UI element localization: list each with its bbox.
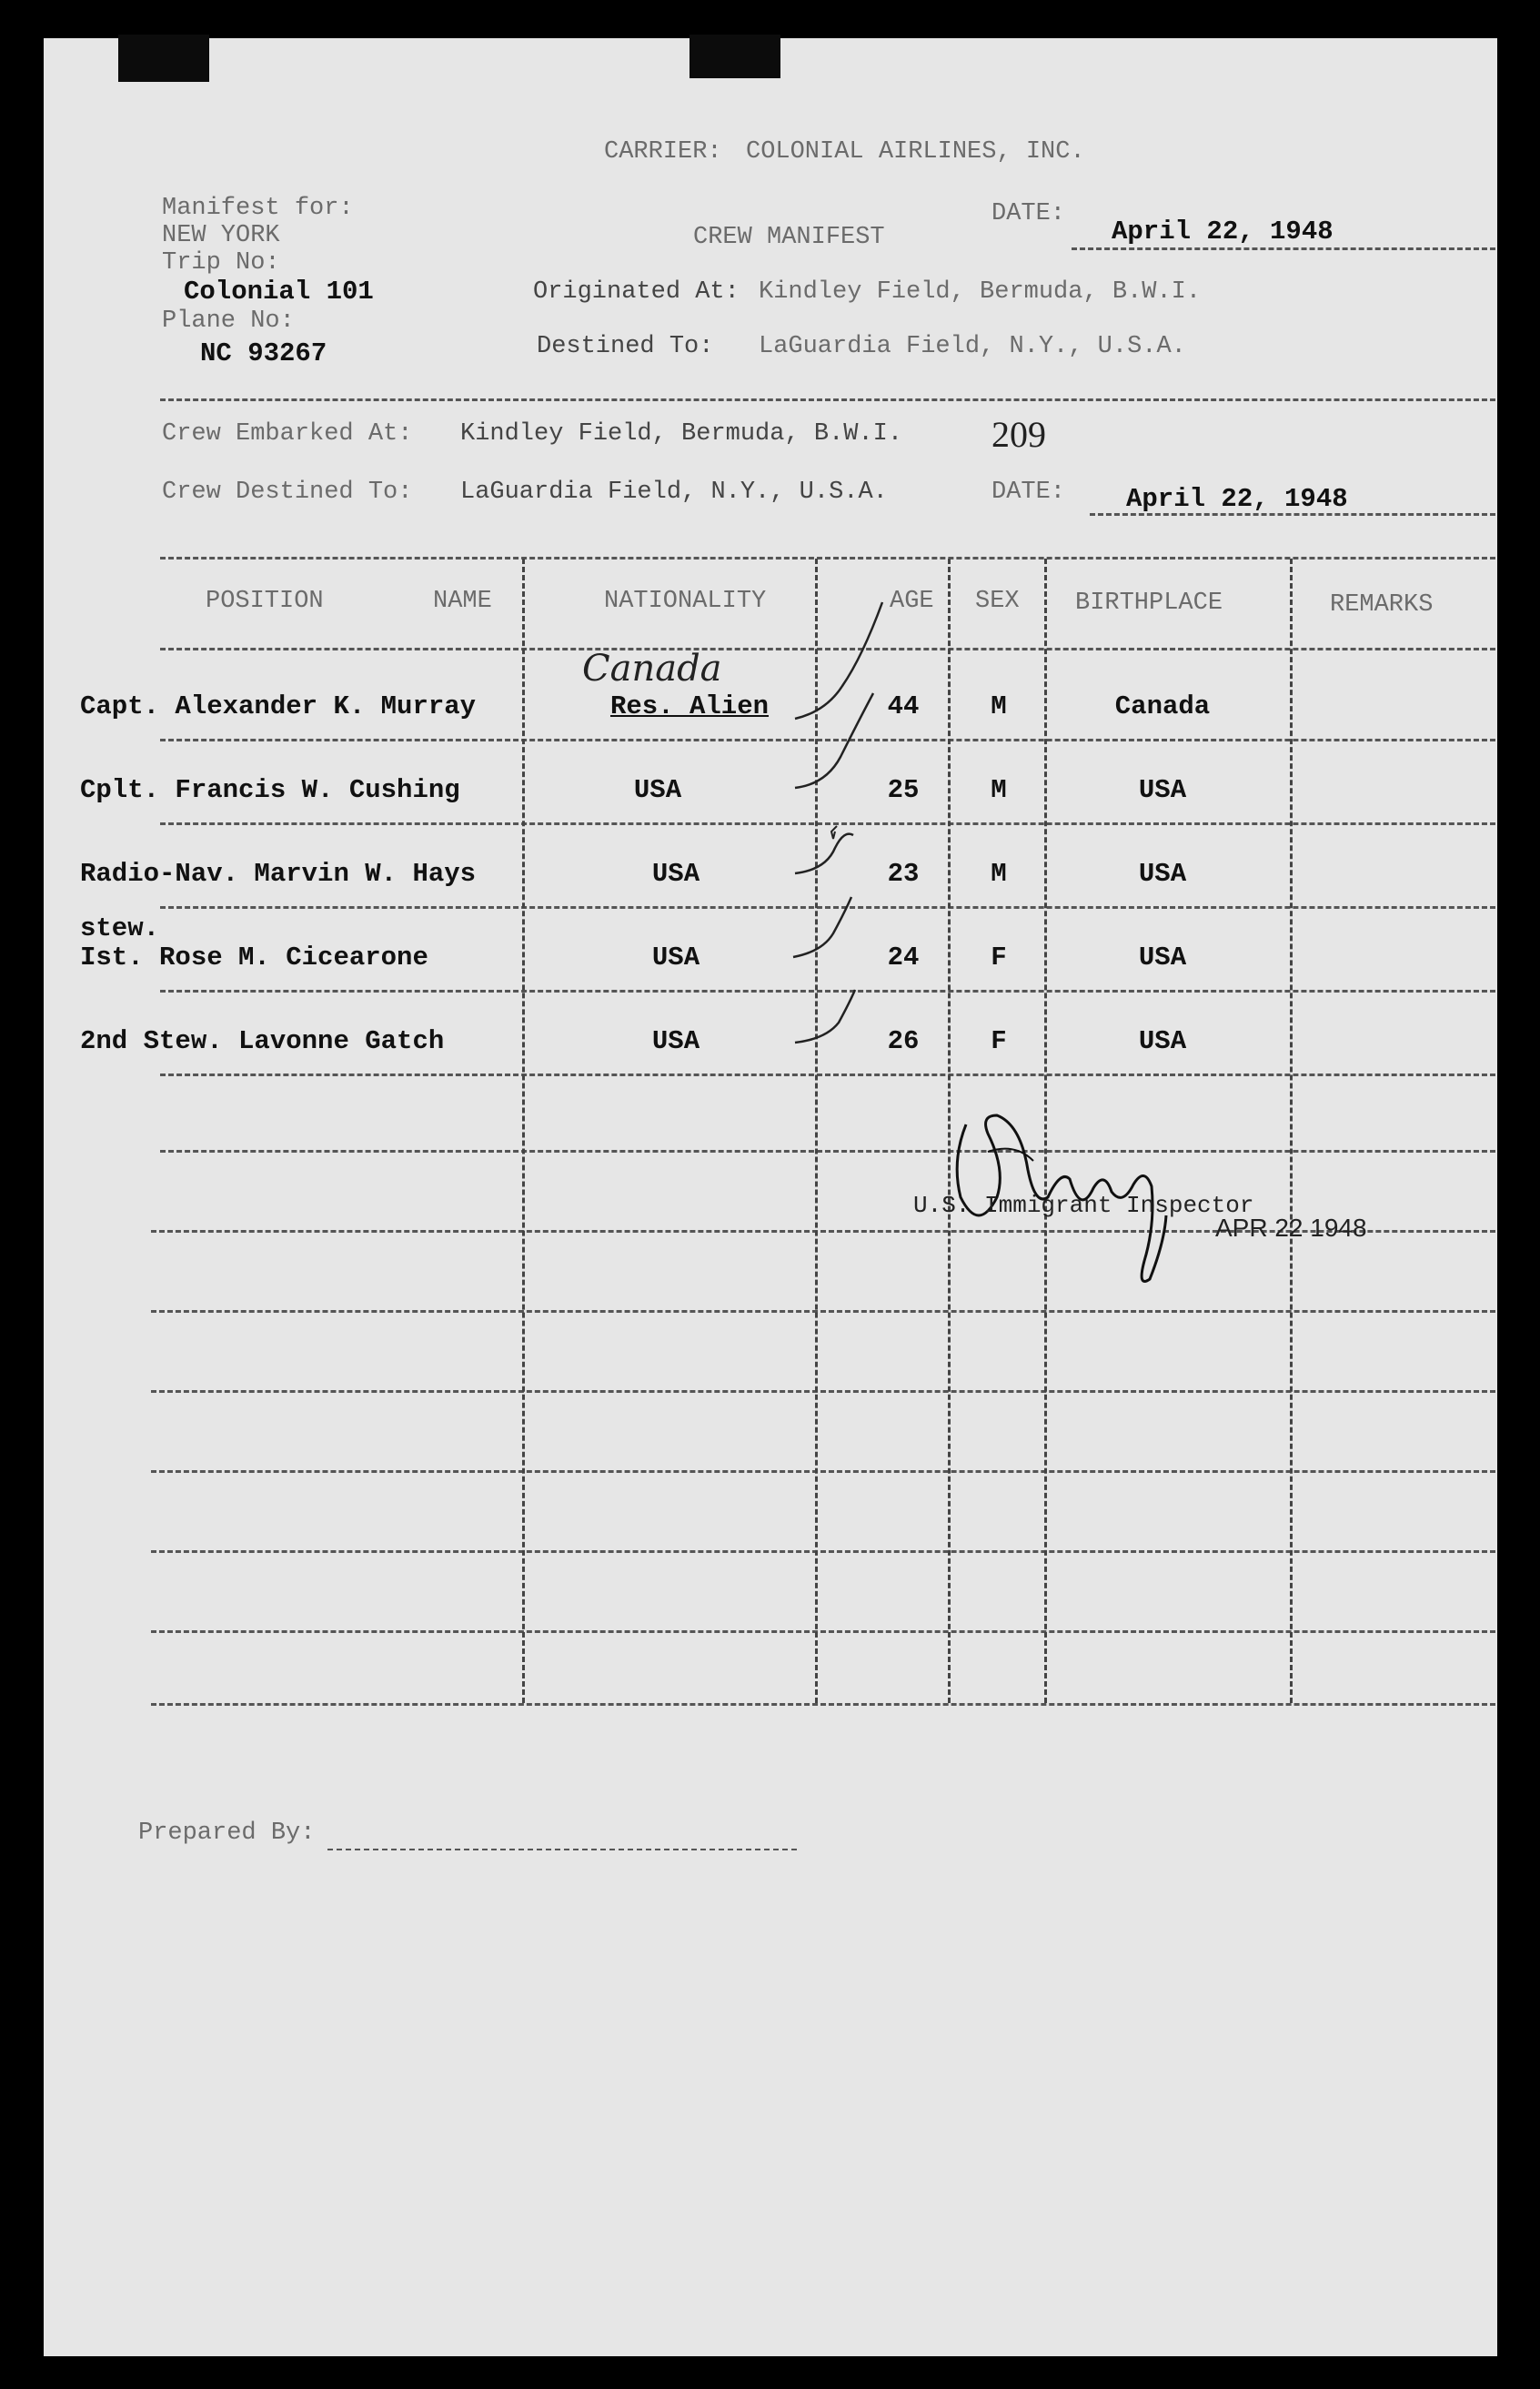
plane-no-label: Plane No: (162, 307, 295, 335)
cell-position-name: 2nd Stew. Lavonne Gatch (80, 1026, 445, 1056)
column-header-nationality: NATIONALITY (604, 588, 767, 615)
plane-no-value: NC 93267 (200, 338, 327, 368)
originated-value: Kindley Field, Bermuda, B.W.I. (759, 278, 1202, 306)
carrier-label: CARRIER: (604, 138, 722, 166)
crew-date-value: April 22, 1948 (1126, 484, 1348, 514)
cell-position-name: Capt. Alexander K. Murray (80, 691, 477, 721)
cell-nationality: USA (651, 942, 700, 973)
crew-destined-label: Crew Destined To: (162, 479, 413, 506)
crew-embarked-label: Crew Embarked At: (162, 420, 413, 448)
trip-no-label: Trip No: (162, 249, 280, 277)
originated-label: Originated At: (533, 278, 740, 306)
handwritten-nationality: Canada (582, 648, 722, 690)
cell-birthplace: USA (1138, 1026, 1187, 1056)
cell-birthplace: USA (1138, 859, 1187, 889)
column-header-birthplace: BIRTHPLACE (1075, 590, 1223, 617)
manifest-number: 209 (991, 414, 1046, 455)
column-header-sex: SEX (975, 588, 1020, 615)
cell-age: 23 (887, 859, 920, 889)
cell-position-name: Cplt. Francis W. Cushing (80, 775, 460, 805)
cell-age: 26 (887, 1026, 920, 1056)
manifest-for-label: Manifest for: (162, 195, 354, 222)
cell-position-prefix: stew. (80, 913, 160, 943)
cell-nationality: Res. Alien (609, 691, 770, 721)
cell-age: 44 (887, 691, 920, 721)
cell-sex: M (991, 859, 1007, 889)
carrier-name: COLONIAL AIRLINES, INC. (746, 138, 1085, 166)
inspector-label: U.S. Immigrant Inspector (913, 1192, 1254, 1219)
prepared-by-label: Prepared By: (138, 1819, 316, 1847)
column-header-name: NAME (433, 588, 492, 615)
cell-age: 24 (887, 942, 920, 973)
destined-label: Destined To: (537, 333, 714, 360)
manifest-sheet (44, 38, 1497, 2356)
crew-destined-value: LaGuardia Field, N.Y., U.S.A. (460, 479, 888, 506)
cell-nationality: USA (651, 1026, 700, 1056)
column-header-remarks: REMARKS (1330, 591, 1434, 619)
cell-position-name: Ist. Rose M. Cicearone (80, 942, 428, 973)
cell-birthplace: USA (1138, 942, 1187, 973)
cell-birthplace: Canada (1114, 691, 1211, 721)
crew-embarked-value: Kindley Field, Bermuda, B.W.I. (460, 420, 903, 448)
check-marks (44, 38, 1497, 1130)
cell-sex: F (991, 942, 1007, 973)
cell-age: 25 (887, 775, 920, 805)
page-title: CREW MANIFEST (693, 224, 885, 251)
cell-sex: M (991, 775, 1007, 805)
cell-nationality: USA (651, 859, 700, 889)
column-header-age: AGE (890, 588, 934, 615)
crew-date-label: DATE: (991, 479, 1066, 506)
cell-sex: F (991, 1026, 1007, 1056)
cell-sex: M (991, 691, 1007, 721)
cell-nationality: USA (633, 775, 682, 805)
stamp-date: APR 22 1948 (1215, 1214, 1367, 1242)
column-header-position: POSITION (206, 588, 324, 615)
trip-no-value: Colonial 101 (184, 277, 374, 307)
date-value: April 22, 1948 (1112, 217, 1334, 247)
manifest-for-value: NEW YORK (162, 222, 280, 249)
cell-position-name: Radio-Nav. Marvin W. Hays (80, 859, 477, 889)
cell-birthplace: USA (1138, 775, 1187, 805)
destined-value: LaGuardia Field, N.Y., U.S.A. (759, 333, 1186, 360)
date-label: DATE: (991, 200, 1066, 227)
